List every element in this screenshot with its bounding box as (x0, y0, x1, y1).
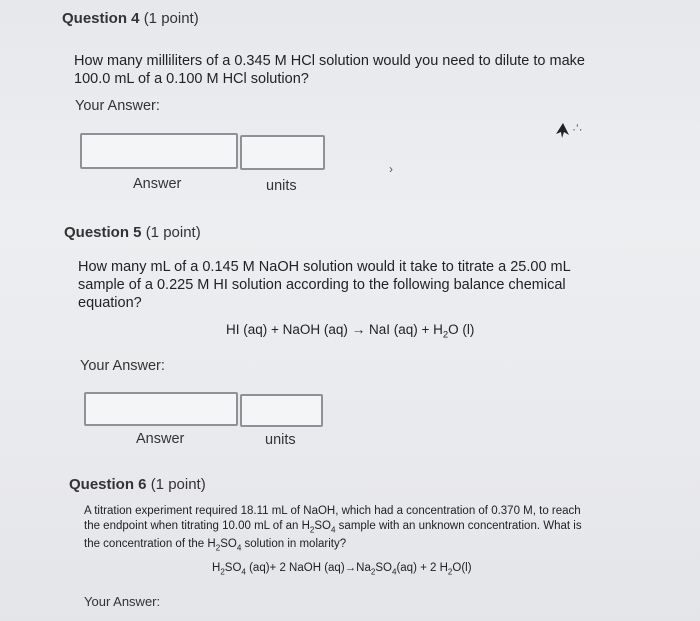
q4-title (62, 10, 199, 27)
q6-line3b: SO (220, 538, 237, 551)
q5-title-text: Question 5 (64, 224, 142, 241)
q5-points: (1 point) (145, 224, 201, 241)
q6-eq-a: H (212, 562, 221, 574)
q6-eq-b: SO (224, 562, 242, 574)
q5-answer-input[interactable] (84, 392, 238, 426)
q6-points: (1 point) (150, 476, 206, 493)
q6-eq-s5: 2 (447, 567, 453, 577)
q6-title-text: Question 6 (69, 476, 147, 493)
q5-answer-caption: Answer (136, 431, 185, 447)
q6-line3c: solution in molarity? (241, 538, 347, 551)
q5-title (64, 224, 201, 241)
q5-equation (226, 322, 474, 341)
q4-points: (1 point) (143, 10, 199, 27)
q6-eq-f: (aq) + 2 H (396, 562, 448, 574)
q5-text-line1: How many mL of a 0.145 M NaOH solution would it take to titrate a 25.00 mL (78, 259, 571, 275)
q6-line2b: SO (314, 520, 331, 532)
q6-eq-g: O(l) (452, 562, 472, 574)
q5-units-caption: units (265, 432, 296, 448)
q5-eq-left: HI (aq) + NaOH (aq) (226, 322, 348, 337)
q6-title (69, 476, 206, 493)
q4-answer-caption: Answer (133, 176, 182, 192)
screen-glare-mark-2: › (389, 162, 393, 176)
q4-text-line2: 100.0 mL of a 0.100 M HCl solution? (74, 71, 309, 87)
q4-units-caption: units (266, 178, 297, 194)
q4-answer-input[interactable] (80, 133, 238, 169)
q6-line3-sub1: 2 (215, 543, 221, 553)
q5-eq-sub: 2 (442, 329, 449, 341)
screen-glare-mark: ·ʼ· (572, 122, 583, 136)
q4-text-line1: How many milliliters of a 0.345 M HCl solution would you need to dilute to make (74, 53, 585, 69)
q6-eq-d: Na (356, 562, 371, 574)
q6-line2c: sample with an unknown concentration. What is (335, 520, 582, 532)
mouse-pointer-icon (556, 123, 570, 144)
q6-line3-sub2: 4 (236, 543, 242, 553)
q6-eq-s1: 2 (220, 567, 225, 577)
q5-eq-arrow: → (351, 322, 366, 337)
q6-your-answer-label: Your Answer: (84, 594, 161, 609)
q6-line2a: the endpoint when titrating 10.00 mL of an H (84, 520, 310, 532)
q6-line1: A titration experiment required 18.11 mL of NaOH, which had a concentration of 0.370 M, to reach (84, 505, 581, 517)
q5-question-text (78, 258, 658, 312)
q6-line2-sub1: 2 (309, 525, 315, 535)
q4-title-text: Question 4 (62, 10, 140, 27)
q5-eq-right-a: NaI (aq) + H (368, 322, 443, 337)
q5-your-answer-label: Your Answer: (80, 358, 165, 374)
q6-equation (212, 562, 472, 576)
q6-line3 (84, 537, 684, 555)
q6-line2 (84, 519, 684, 537)
q6-eq-s2: 4 (241, 567, 246, 577)
q6-eq-s3: 2 (370, 567, 376, 577)
q4-question-text (74, 52, 674, 88)
q4-your-answer-label: Your Answer: (75, 98, 160, 114)
q6-line3a: the concentration of the H (84, 538, 216, 551)
q6-eq-s4: 4 (391, 567, 397, 577)
q5-units-input[interactable] (240, 394, 323, 427)
q5-text-line3: equation? (78, 295, 142, 311)
q6-line2-sub2: 4 (331, 525, 336, 535)
q6-eq-e: SO (375, 562, 392, 574)
q6-question-text (84, 504, 684, 556)
q5-text-line2: sample of a 0.225 M HI solution according to the following balance chemical (78, 277, 566, 293)
q6-eq-c: (aq)+ 2 NaOH (aq) (245, 562, 345, 574)
q4-units-input[interactable] (240, 135, 325, 170)
q5-eq-right-b: O (l) (448, 322, 475, 337)
q6-eq-arrow: → (344, 562, 357, 574)
